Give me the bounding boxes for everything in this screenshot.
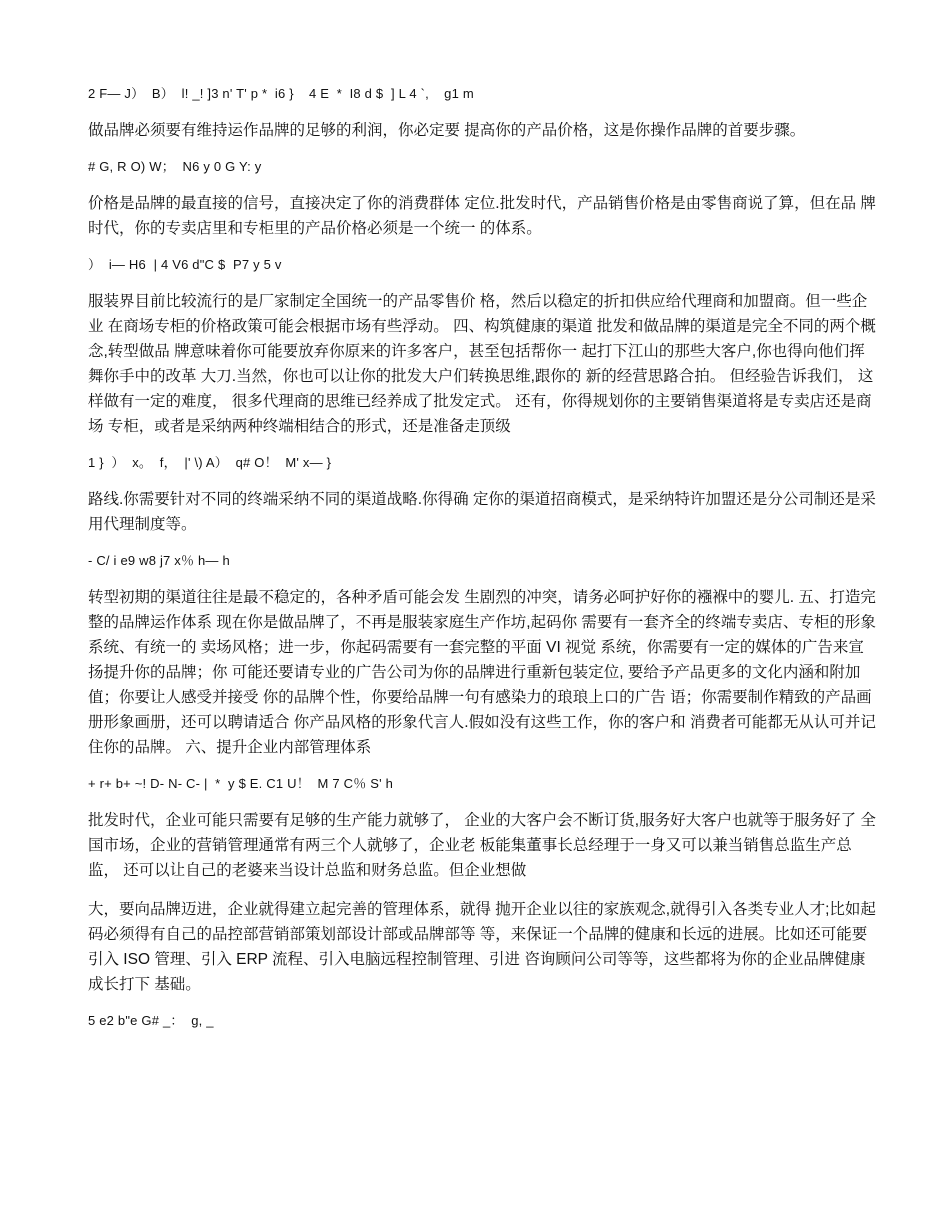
watermark-noise-line: + r+ b+ ~! D- N- C- | * y $ E. C1 U！ M 7 C％ S' h: [88, 776, 394, 791]
body-paragraph: 路线.你需要针对不同的终端采纳不同的渠道战略.你得确 定你的渠道招商模式，是采纳特许加盟还是分公司制还是采 用代理制度等。: [88, 491, 876, 533]
body-paragraph: 批发时代，企业可能只需要有足够的生产能力就够了， 企业的大客户会不断订货,服务好大客户也就等于服务好了 全国市场，企业的营销管理通常有两三个人就够了，企业老 板能集董事长总经理于一身又可以兼当销售总监生产总监， 还可以让自己的老婆来当设计总监和财务总监。但企业想做: [88, 812, 876, 879]
body-paragraph: 大，要向品牌迈进，企业就得建立起完善的管理体系，就得 抛开企业以往的家族观念,就得引入各类专业人才;比如起 码必须得有自己的品控部营销部策划部设计部或品牌部等 等，来保证一个品牌的健康和长远的进展。比如还可能要引入 ISO 管理、引入 ERP 流程、引入电脑远程控制管理、引进 咨询顾问公司等等，这些都将为你的企业品牌健康成长打下 基础。: [88, 901, 876, 993]
watermark-noise-line: # G, R O) W； N6 y 0 G Y: y: [88, 159, 262, 174]
watermark-noise-line: 1 } ） x。 f， |' \) A） q# O！ M' x— }: [88, 455, 332, 470]
watermark-noise-line: - C/ i e9 w8 j7 x％ h— h: [88, 553, 230, 568]
watermark-noise-line: 2 F— J） B） l! _! ]3 n' T' p * i6 } 4 E * I8 d $ ] L 4 `, g1 m: [88, 86, 474, 101]
body-paragraph: 转型初期的渠道往往是最不稳定的，各种矛盾可能会发 生剧烈的冲突，请务必呵护好你的襁褓中的婴儿. 五、打造完整的品牌运作体系 现在你是做品牌了，不再是服装家庭生产作坊,起码你 需要有一套齐全的终端专卖店、专柜的形象系统、有统一的 卖场风格；进一步，你起码需要有一套完整的平面 VI 视觉 系统，你需要有一定的媒体的广告来宣扬提升你的品牌；你 可能还要请专业的广告公司为你的品牌进行重新包装定位, 要给予产品更多的文化内涵和附加值；你要让人感受并接受 你的品牌个性，你要给品牌一句有感染力的琅琅上口的广告 语；你需要制作精致的产品画册形象画册，还可以聘请适合 你产品风格的形象代言人.假如没有这些工作，你的客户和 消费者可能都无从认可并记住你的品牌。 六、提升企业内部管理体系: [88, 589, 876, 756]
body-paragraph: 服装界目前比较流行的是厂家制定全国统一的产品零售价 格，然后以稳定的折扣供应给代理商和加盟商。但一些企业 在商场专柜的价格政策可能会根据市场有些浮动。 四、构筑健康的渠道 批发和做品牌的渠道是完全不同的两个概念,转型做品 牌意味着你可能要放弃你原来的许多客户，甚至包括帮你一 起打下江山的那些大客户,你也得向他们挥舞你手中的改革 大刀.当然，你也可以让你的批发大户们转换思维,跟你的 新的经营思路合拍。 但经验告诉我们， 这样做有一定的难度， 很多代理商的思维已经养成了批发定式。 还有，你得规划你的主要销售渠道将是专卖店还是商场 专柜，或者是采纳两种终端相结合的形式，还是准备走顶级: [88, 293, 876, 435]
watermark-noise-line: ） i— H6 | 4 V6 d"C $ P7 y 5 v: [88, 257, 282, 272]
body-paragraph: 做品牌必须要有维持运作品牌的足够的利润，你必定要 提高你的产品价格，这是你操作品牌的首要步骤。: [88, 122, 806, 139]
body-paragraph: 价格是品牌的最直接的信号，直接决定了你的消费群体 定位.批发时代，产品销售价格是由零售商说了算，但在品 牌时代，你的专卖店里和专柜里的产品价格必须是一个统一 的体系。: [88, 195, 876, 237]
document-page: [88, 84, 878, 1045]
watermark-noise-line: 5 e2 b"e G# _： g, _: [88, 1013, 214, 1028]
